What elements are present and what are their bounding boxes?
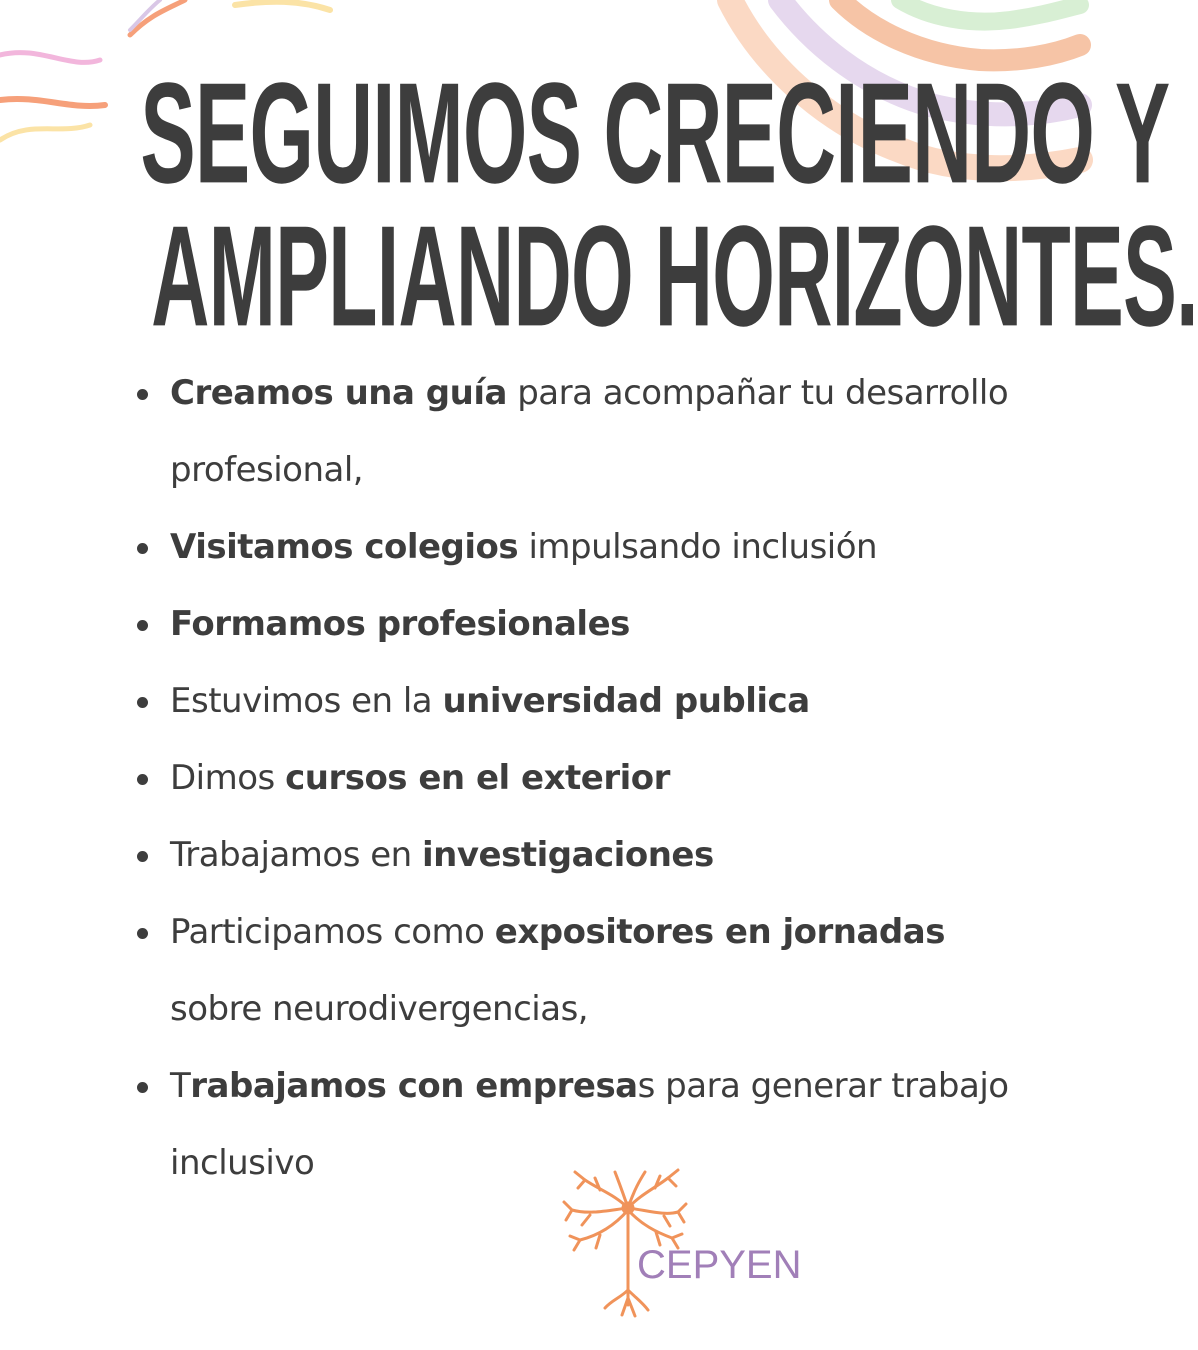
bullet-icon (137, 697, 148, 708)
bullet-icon (137, 774, 148, 785)
item-text: sobre neurodivergencias, (170, 989, 589, 1029)
item-bold-text: investigaciones (422, 835, 714, 875)
bullet-icon (137, 389, 148, 400)
list-item (0, 1048, 1080, 1202)
list-item (0, 355, 1080, 509)
list-item (0, 586, 1080, 663)
item-text: Dimos (170, 758, 286, 798)
page-title (0, 53, 1198, 357)
item-text: impulsando inclusión (518, 527, 878, 567)
list-item (0, 740, 1080, 817)
item-text: Participamos como (170, 912, 495, 952)
list-item (0, 894, 1080, 1048)
bullet-icon (137, 1082, 148, 1093)
list-item (0, 663, 1080, 740)
list-item (0, 509, 1080, 586)
item-bold-text: cursos en el exterior (285, 758, 670, 798)
item-bold-text: rabajamos con empresa (190, 1066, 638, 1106)
list-item (0, 817, 1080, 894)
title-line-1: SEGUIMOS CRECIENDO Y (140, 53, 1170, 214)
item-bold-text: expositores en jornadas (494, 912, 945, 952)
item-bold-text: Formamos profesionales (170, 604, 630, 644)
item-text: s para generar trabajo inclusivo (170, 1066, 1009, 1183)
title-line-2: AMPLIANDO HORIZONTES. (151, 196, 1198, 357)
logo-text: CEPYEN (637, 1243, 802, 1287)
item-bold-text: Creamos una guía (170, 373, 507, 413)
bullet-icon (137, 928, 148, 939)
item-text: para acompañar tu desarrollo profesional, (170, 373, 1009, 490)
item-text: Trabajamos en (170, 835, 423, 875)
achievements-list (0, 355, 1080, 1202)
item-text: T (170, 1066, 191, 1106)
bullet-icon (137, 851, 148, 862)
item-bold-text: Visitamos colegios (170, 527, 519, 567)
bullet-icon (137, 543, 148, 554)
item-text: Estuvimos en la (170, 681, 443, 721)
item-bold-text: universidad publica (442, 681, 810, 721)
bullet-icon (137, 620, 148, 631)
